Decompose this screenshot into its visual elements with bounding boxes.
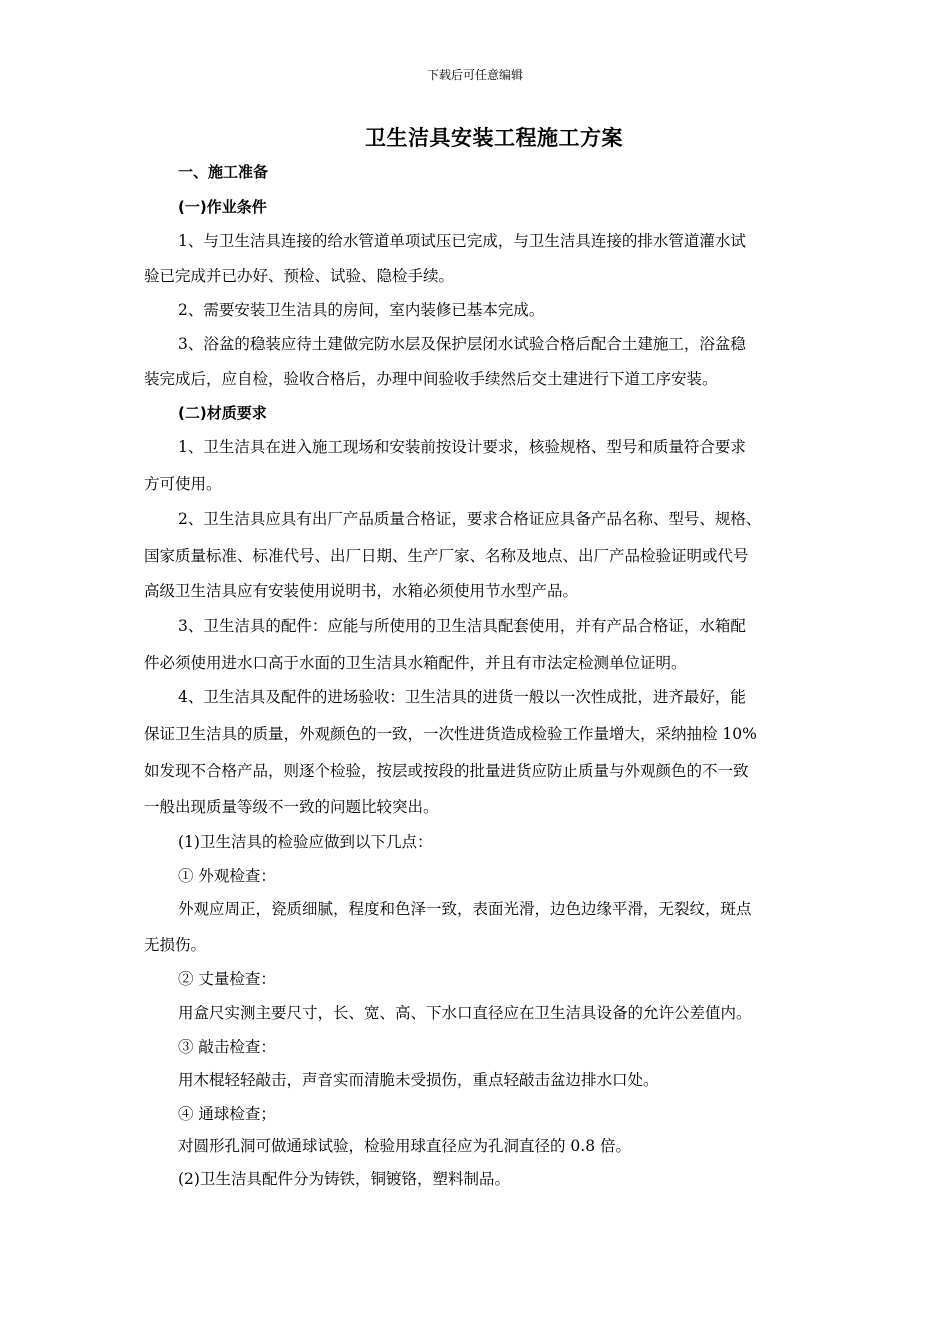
paragraph-line: 对圆形孔洞可做通球试验，检验用球直径应为孔洞直径的 0.8 倍。 (178, 1137, 632, 1155)
paragraph-line: 用木棍轻轻敲击，声音实而清脆未受损伤，重点轻敲击盆边排水口处。 (178, 1071, 659, 1089)
paragraph-line: 如发现不合格产品，则逐个检验，按层或按段的批量进货应防止质量与外观颜色的不一致 (144, 762, 749, 780)
paragraph-line: 2、卫生洁具应具有出厂产品质量合格证，要求合格证应具备产品名称、型号、规格、 (178, 510, 762, 528)
paragraph-line: 国家质量标准、标准代号、出厂日期、生产厂家、名称及地点、出厂产品检验证明或代号 (144, 547, 749, 565)
paragraph-line: 保证卫生洁具的质量，外观颜色的一致，一次性进货造成检验工作量增大，采纳抽检 10% (144, 725, 757, 743)
paragraph-line: 高级卫生洁具应有安装使用说明书，水箱必须使用节水型产品。 (144, 582, 579, 600)
subsection-heading: (二)材质要求 (178, 404, 267, 422)
paragraph-line: 无损伤。 (144, 936, 207, 954)
paragraph-line: 3、卫生洁具的配件：应能与所使用的卫生洁具配套使用，并有产品合格证，水箱配 (178, 617, 746, 635)
header-note: 下载后可任意编辑 (426, 68, 523, 82)
paragraph-line: 件必须使用进水口高于水面的卫生洁具水箱配件，并且有市法定检测单位证明。 (144, 654, 687, 672)
paragraph-line: 装完成后，应自检，验收合格后，办理中间验收手续然后交土建进行下道工序安装。 (144, 370, 718, 388)
list-heading: (1)卫生洁具的检验应做到以下几点： (178, 833, 433, 851)
paragraph-line: 1、卫生洁具在进入施工现场和安装前按设计要求，核验规格、型号和质量符合要求 (178, 438, 746, 456)
document-title: 卫生洁具安装工程施工方案 (365, 125, 623, 150)
paragraph-line: 方可使用。 (144, 475, 222, 493)
check-item-heading: ① 外观检查： (178, 867, 276, 885)
paragraph-line: 3、浴盆的稳装应待土建做完防水层及保护层闭水试验合格后配合土建施工，浴盆稳 (178, 335, 746, 353)
paragraph-line: 验已完成并已办好、预检、试验、隐检手续。 (144, 267, 455, 285)
paragraph-line: 用盒尺实测主要尺寸，长、宽、高、下水口直径应在卫生洁具设备的允许公差值内。 (178, 1004, 752, 1022)
paragraph-line: 4、卫生洁具及配件的进场验收：卫生洁具的进货一般以一次性成批，进齐最好，能 (178, 688, 746, 706)
paragraph-line: 2、需要安装卫生洁具的房间，室内装修已基本完成。 (178, 301, 545, 319)
list-heading: (2)卫生洁具配件分为铸铁，铜镀铬，塑料制品。 (178, 1170, 510, 1188)
subsection-heading: (一)作业条件 (178, 198, 267, 216)
check-item-heading: ② 丈量检查： (178, 970, 276, 988)
check-item-heading: ③ 敲击检查： (178, 1038, 276, 1056)
paragraph-line: 外观应周正，瓷质细腻，程度和色泽一致，表面光滑，边色边缘平滑，无裂纹，斑点 (178, 900, 752, 918)
paragraph-line: 一般出现质量等级不一致的问题比较突出。 (144, 798, 439, 816)
paragraph-line: 1、与卫生洁具连接的给水管道单项试压已完成，与卫生洁具连接的排水管道灌水试 (178, 232, 746, 250)
check-item-heading: ④ 通球检查； (178, 1105, 276, 1123)
section-heading: 一、施工准备 (178, 163, 269, 181)
